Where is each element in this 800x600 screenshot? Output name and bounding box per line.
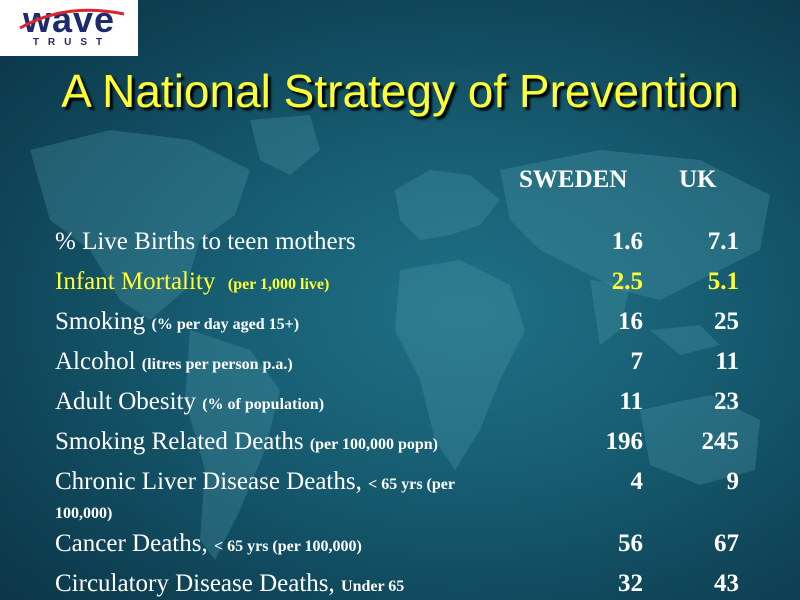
sweden-value: 2.5 [611, 268, 643, 295]
wave-trust-logo [0, 0, 138, 56]
logo-wordmark: wave [22, 0, 116, 40]
sweden-value: 56 [618, 530, 643, 557]
sweden-value: 196 [605, 428, 643, 455]
row-label: Adult Obesity [55, 388, 196, 415]
row-note: Under 65 [341, 578, 405, 595]
row-note: (per 1,000 live) [227, 276, 330, 293]
logo-swoosh-icon [16, 6, 128, 36]
row-label: Smoking Related Deaths [55, 428, 304, 455]
row-note: (litres per person p.a.) [141, 356, 293, 373]
row-label: Alcohol [55, 348, 136, 375]
uk-value: 5.1 [707, 268, 739, 295]
uk-value: 245 [701, 428, 739, 455]
row-label: Circulatory Disease Deaths, [55, 570, 335, 597]
uk-value: 11 [715, 348, 739, 375]
row-label: Infant Mortality [55, 268, 216, 295]
row-note: (% per day aged 15+) [151, 316, 300, 333]
sweden-value: 32 [618, 570, 643, 597]
row-label: Smoking [55, 308, 146, 335]
column-header-sweden: SWEDEN [519, 166, 628, 193]
uk-value: 9 [726, 468, 739, 495]
sweden-value: 7 [630, 348, 643, 375]
row-note: < 65 yrs (per 100,000) [213, 538, 362, 555]
sweden-value: 16 [618, 308, 643, 335]
sweden-value: 1.6 [611, 228, 643, 255]
column-header-uk: UK [679, 166, 717, 193]
logo-subtitle: TRUST [32, 37, 112, 48]
uk-value: 43 [714, 570, 739, 597]
row-label: Cancer Deaths, [55, 530, 208, 557]
slide-title: A National Strategy of Prevention [61, 65, 739, 117]
sweden-value: 11 [619, 388, 643, 415]
row-note: (per 100,000 popn) [309, 436, 438, 453]
row-note: (% of population) [202, 396, 325, 413]
uk-value: 23 [714, 388, 739, 415]
uk-value: 67 [714, 530, 739, 557]
row-label: Chronic Liver Disease Deaths, [55, 468, 362, 495]
row-note: < 65 yrs (per 100,000) [55, 476, 455, 522]
sweden-value: 4 [630, 468, 643, 495]
uk-value: 25 [714, 308, 739, 335]
uk-value: 7.1 [707, 228, 739, 255]
row-label: % Live Births to teen mothers [55, 228, 356, 255]
